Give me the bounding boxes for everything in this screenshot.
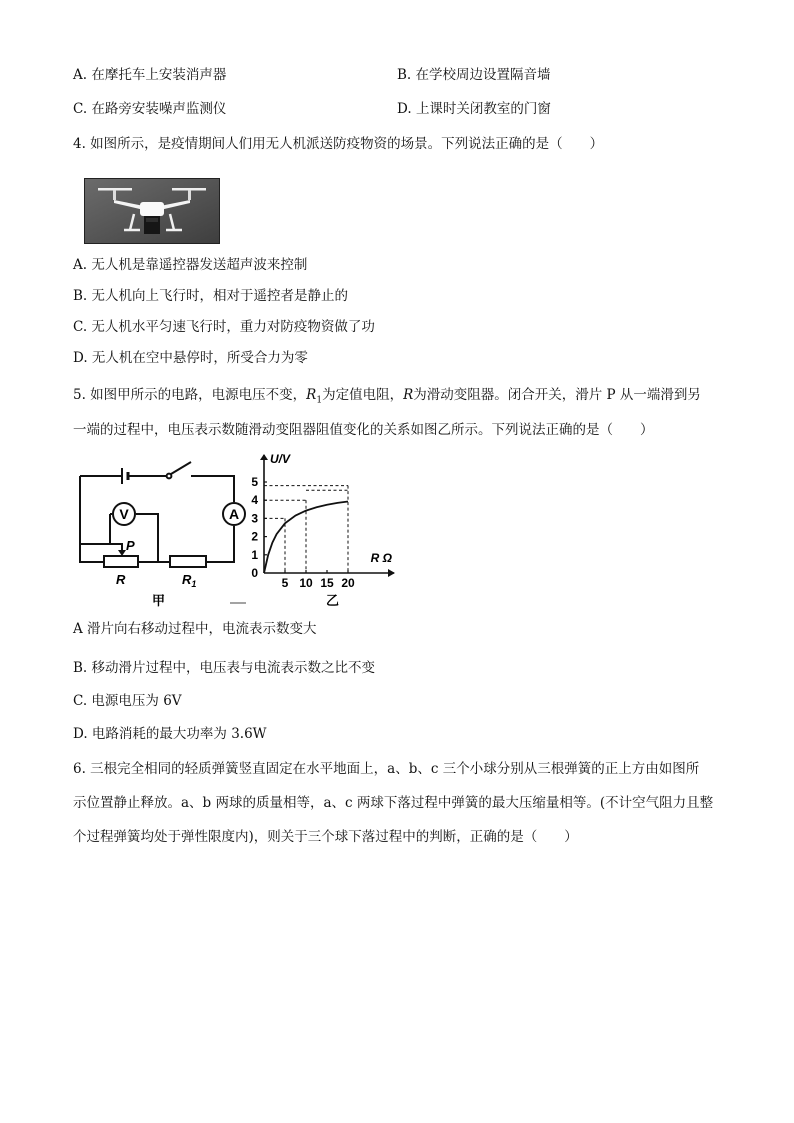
q3-option-a [73, 66, 226, 84]
wire-top-right [191, 476, 234, 502]
resistor-label-main: R [182, 572, 192, 587]
drone-icon [84, 178, 220, 244]
x-axis-arrow-icon [388, 569, 395, 577]
option-key: A. [73, 67, 92, 83]
resistor-label-sub: 1 [191, 579, 197, 589]
wire-rheostat-left [80, 544, 104, 562]
option-text: 上课时关闭教室的门窗 [415, 101, 551, 117]
option-text: 在路旁安装噪声监测仪 [91, 101, 227, 117]
r-symbol: R [403, 387, 414, 403]
q5-figure-svg [70, 452, 400, 612]
q5-figure [70, 452, 400, 612]
graph-caption: 乙 [326, 593, 340, 608]
q3-option-b [397, 66, 551, 84]
q4-option-b: B. 无人机向上飞行时，相对于遥控者是静止的 [73, 288, 349, 304]
y-tick-label-4: 4 [251, 493, 258, 508]
y-tick-label-3: 3 [251, 511, 258, 526]
q6-line-3: 个过程弹簧均处于弹性限度内)，则关于三个球下落过程中的判断，正确的是（ ） [73, 829, 578, 845]
q5-option-c: C. 电源电压为 6V [73, 693, 182, 709]
option-text: 在学校周边设置隔音墙 [415, 67, 551, 83]
y-tick-label-2: 2 [251, 529, 258, 544]
q5-stem-part-b: 为定值电阻， [322, 387, 404, 403]
wire-right [210, 526, 234, 562]
option-text: 在摩托车上安装消声器 [91, 67, 227, 83]
x-tick-label-5: 5 [281, 576, 289, 590]
y-axis-arrow-icon [260, 454, 268, 460]
rheostat-label: R [116, 572, 126, 587]
switch-blade [171, 462, 191, 474]
q4-option-d: D. 无人机在空中悬停时，所受合力为零 [73, 350, 308, 366]
guide-lines [264, 486, 348, 573]
y-tick-label-5: 5 [251, 475, 258, 489]
q5-stem-part-c: 为滑动变阻器。闭合开关，滑片 P 从一端滑到另 [413, 387, 701, 403]
q5-option-a: A 滑片向右移动过程中，电流表示数变大 [73, 621, 317, 637]
r1-symbol: R [306, 387, 317, 403]
ammeter-label: A [228, 506, 240, 522]
q3-option-d [397, 100, 551, 118]
graph [251, 452, 395, 608]
y-tick-label-1: 1 [251, 547, 258, 562]
q4-option-a: A. 无人机是靠遥控器发送超声波来控制 [73, 257, 308, 273]
q3-option-c [73, 100, 226, 118]
wire-left [80, 476, 110, 544]
option-key: B. [397, 67, 416, 83]
x-tick-label-20: 20 [341, 576, 355, 590]
circuit-diagram [80, 462, 245, 567]
x-tick-label-15: 15 [320, 576, 334, 590]
q5-option-b: B. 移动滑片过程中，电压表与电流表示数之比不变 [73, 660, 376, 676]
q4-stem: 4. 如图所示，是疫情期间人们用无人机派送防疫物资的场景。下列说法正确的是（ ） [73, 136, 604, 152]
switch-pivot [167, 474, 172, 479]
x-axis-label: R Ω [370, 551, 392, 565]
q5-stem-line1 [73, 386, 701, 410]
voltmeter-label: V [119, 506, 129, 522]
circuit-caption: 甲 [152, 593, 166, 608]
x-tick-label-10: 10 [299, 576, 313, 590]
q6-line-2: 示位置静止释放。a、b 两球的质量相等，a、c 两球下落过程中弹簧的最大压缩量相等。(不计空气阻力且整 [73, 795, 714, 811]
drone-photo [84, 178, 220, 244]
resistor-r1-body [170, 556, 206, 567]
q4-option-c: C. 无人机水平匀速飞行时，重力对防疫物资做了功 [73, 319, 375, 335]
r1-subscript: 1 [316, 395, 323, 406]
q5-stem-part-a: 5. 如图甲所示的电路，电源电压不变， [73, 387, 307, 403]
option-key: C. [73, 101, 92, 117]
q6-line-1: 6. 三根完全相同的轻质弹簧竖直固定在水平地面上，a、b、c 三个小球分别从三根弹簧的正上方由如图所 [73, 761, 700, 777]
rheostat-body [104, 556, 138, 567]
wire-voltmeter-right [136, 514, 158, 562]
y-axis-label: U/V [270, 452, 291, 466]
slider-label: P [126, 538, 135, 553]
origin-label: 0 [251, 566, 258, 580]
q5-option-d: D. 电路消耗的最大功率为 3.6W [73, 726, 267, 742]
resistor-label [182, 572, 196, 589]
q5-stem-line2: 一端的过程中，电压表示数随滑动变阻器阻值变化的关系如图乙所示。下列说法正确的是（ ） [73, 422, 654, 438]
option-key: D. [397, 101, 416, 117]
